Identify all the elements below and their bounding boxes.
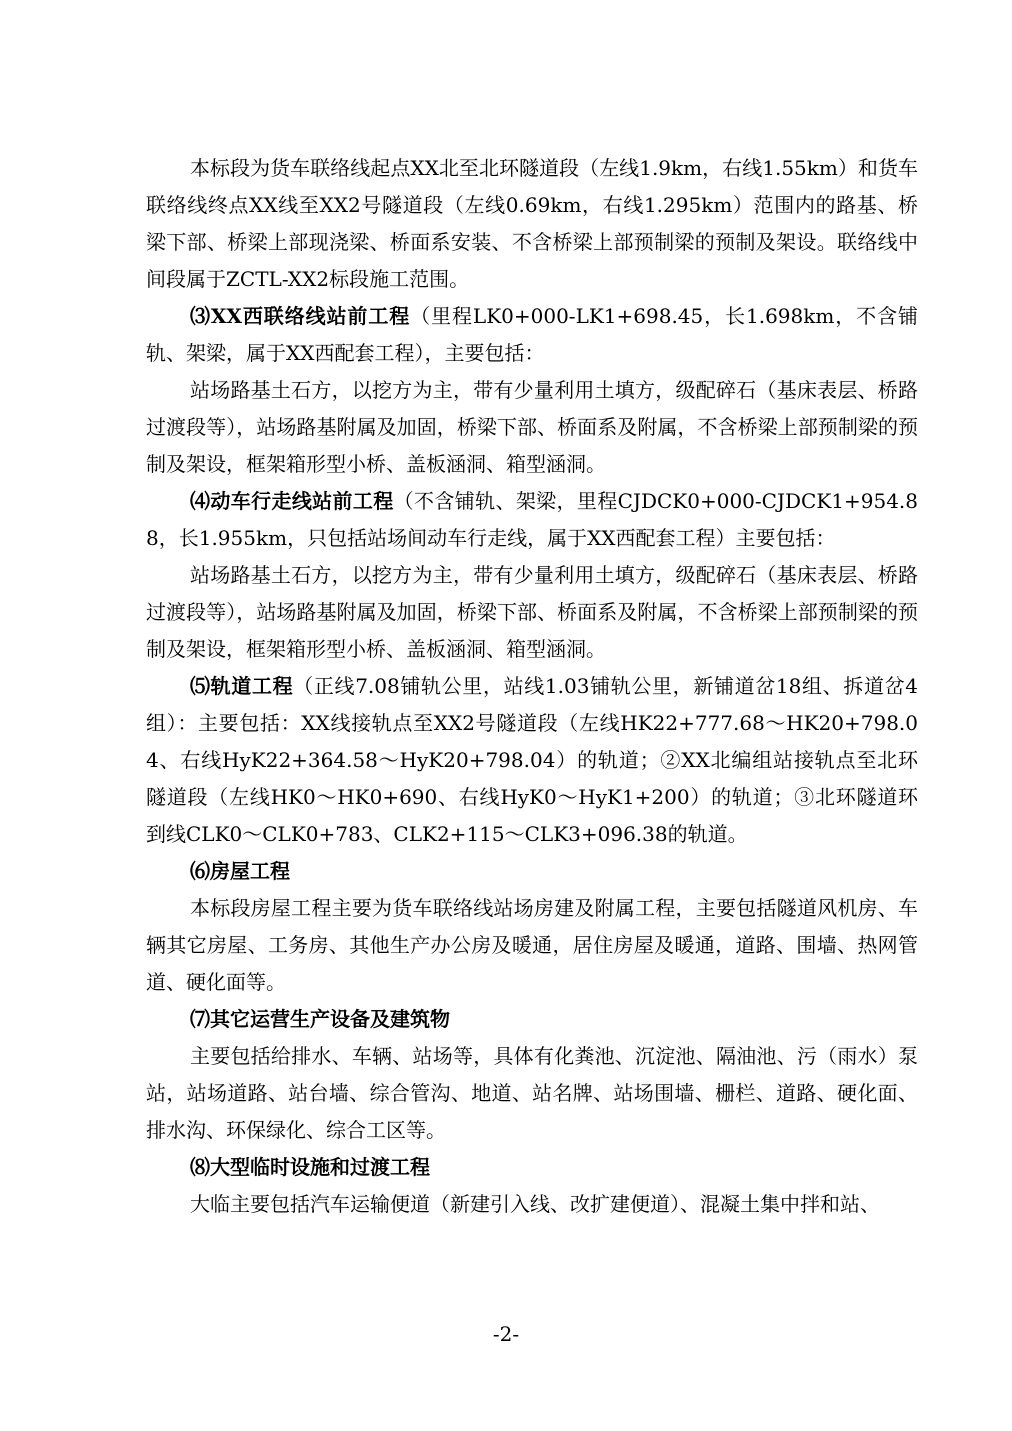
paragraph-text: 主要包括给排水、车辆、站场等，具体有化粪池、沉淀池、隔油池、污（雨水）泵站，站场道路、站台墙、综合管沟、地道、站名牌、站场围墙、栅栏、道路、硬化面、排水沟、环保绿化、综合工区等。 bbox=[146, 1044, 918, 1142]
paragraph-heading: ⑻大型临时设施和过渡工程 bbox=[190, 1155, 430, 1179]
paragraph bbox=[146, 483, 918, 557]
paragraph-heading: ⑶XX西联络线站前工程 bbox=[190, 304, 411, 328]
paragraph bbox=[146, 557, 918, 668]
paragraph-text: （不含铺轨、架梁，里程CJDCK0+000-CJDCK1+954.88，长1.955km，只包括站场间动车行走线，属于XX西配套工程）主要包括： bbox=[146, 489, 918, 550]
paragraph bbox=[146, 1186, 918, 1223]
paragraph bbox=[146, 1001, 918, 1038]
paragraph bbox=[146, 1038, 918, 1149]
paragraph bbox=[146, 853, 918, 890]
paragraph-text: （里程LK0+000-LK1+698.45，长1.698km，不含铺轨、架梁，属于XX西配套工程），主要包括： bbox=[146, 304, 918, 365]
paragraph bbox=[146, 668, 918, 853]
paragraph-heading: ⑹房屋工程 bbox=[190, 859, 290, 883]
paragraph bbox=[146, 150, 918, 298]
paragraph-heading: ⑷动车行走线站前工程 bbox=[190, 489, 394, 513]
paragraph-heading: ⑺其它运营生产设备及建筑物 bbox=[190, 1007, 450, 1031]
paragraph-text: 站场路基土石方，以挖方为主，带有少量利用土填方，级配碎石（基床表层、桥路过渡段等），站场路基附属及加固，桥梁下部、桥面系及附属，不含桥梁上部预制梁的预制及架设，框架箱形型小桥、盖板涵洞、箱型涵洞。 bbox=[146, 563, 918, 661]
paragraph-text: 大临主要包括汽车运输便道（新建引入线、改扩建便道）、混凝土集中拌和站、 bbox=[190, 1192, 880, 1216]
paragraph-text: 本标段房屋工程主要为货车联络线站场房建及附属工程，主要包括隧道风机房、车辆其它房屋、工务房、其他生产办公房及暖通，居住房屋及暖通，道路、围墙、热网管道、硬化面等。 bbox=[146, 896, 918, 994]
paragraph bbox=[146, 372, 918, 483]
paragraph-text: 本标段为货车联络线起点XX北至北环隧道段（左线1.9km，右线1.55km）和货车联络线终点XX线至XX2号隧道段（左线0.69km，右线1.295km）范围内的路基、桥梁下部、桥梁上部现浇梁、桥面系安装、不含桥梁上部预制梁的预制及架设。联络线中间段属于ZCTL-XX2标段施工范围。 bbox=[146, 156, 918, 291]
body-text bbox=[146, 150, 918, 1223]
paragraph-text: 站场路基土石方，以挖方为主，带有少量利用土填方，级配碎石（基床表层、桥路过渡段等），站场路基附属及加固，桥梁下部、桥面系及附属，不含桥梁上部预制梁的预制及架设，框架箱形型小桥、盖板涵洞、箱型涵洞。 bbox=[146, 378, 918, 476]
paragraph-text: （正线7.08铺轨公里，站线1.03铺轨公里，新铺道岔18组、拆道岔4组）：主要包括：XX线接轨点至XX2号隧道段（左线HK22+777.68～HK20+798.04、右线HyK22+364.58～HyK20+798.04）的轨道；②XX北编组站接轨点至北环隧道段（左线HK0～HK0+690、右线HyK0～HyK1+200）的轨道；③北环隧道环到线CLK0～CLK0+783、CLK2+115～CLK3+096.38的轨道。 bbox=[146, 674, 918, 846]
paragraph bbox=[146, 890, 918, 1001]
paragraph bbox=[146, 1149, 918, 1186]
page-number: -2- bbox=[492, 1322, 520, 1346]
paragraph bbox=[146, 298, 918, 372]
paragraph-heading: ⑸轨道工程 bbox=[190, 674, 294, 698]
